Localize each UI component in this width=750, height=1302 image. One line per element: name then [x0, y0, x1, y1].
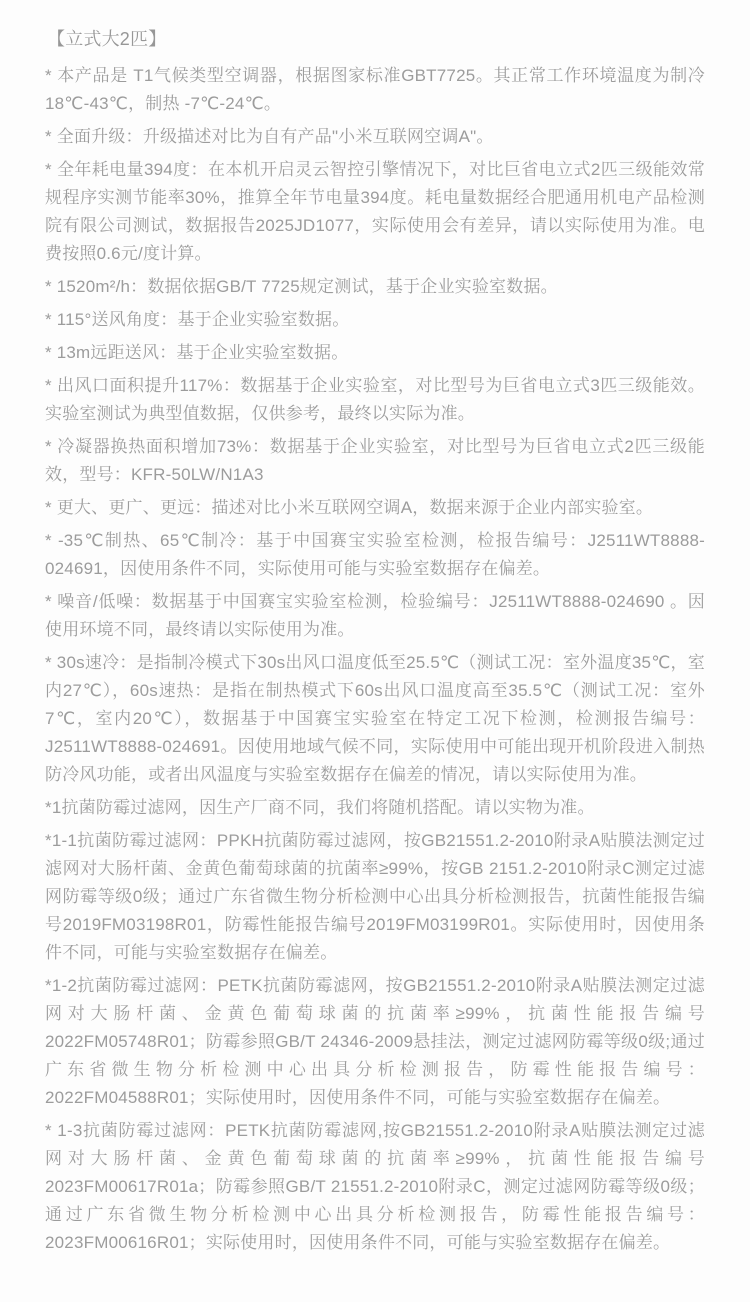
disclaimer-paragraph-filter-note: *1抗菌防霉过滤网，因生产厂商不同，我们将随机搭配。请以实物为准。: [45, 798, 595, 817]
disclaimer-paragraph-temp-range: * -35℃制热、65℃制冷：基于中国赛宝实验室检测，检报告编号：J2511WT8888-024691，因使用条件不同，实际使用可能与实验室数据存在偏差。: [45, 531, 705, 578]
disclaimer-paragraph-airflow-volume: * 1520m²/h：数据依据GB/T 7725规定测试，基于企业实验室数据。: [45, 277, 558, 296]
disclaimer-paragraph-bigger-wider: * 更大、更广、更远：描述对比小米互联网空调A，数据来源于企业内部实验室。: [45, 498, 654, 517]
disclaimer-paragraph-climate-type: * 本产品是 T1气候类型空调器，根据图家标准GBT7725。其正常工作环境温度为制冷18℃-43℃，制热 -7℃-24℃。: [45, 66, 705, 113]
disclaimer-paragraph-noise: * 噪音/低噪：数据基于中国赛宝实验室检测，检验编号：J2511WT8888-024690 。因使用环境不同，最终请以实际使用为准。: [45, 592, 705, 639]
disclaimer-paragraph-upgrade: * 全面升级：升级描述对比为自有产品"小米互联网空调A"。: [45, 127, 494, 146]
disclaimer-paragraph-annual-power: * 全年耗电量394度：在本机开启灵云智控引擎情况下，对比巨省电立式2匹三级能效常规程序实测节能率30%，推算全年节电量394度。耗电量数据经合肥通用机电产品检测院有限公司测试，数据报告2025JD1077，实际使用会有差异，请以实际使用为准。电费按照0.6元/度计算。: [45, 160, 705, 263]
disclaimer-paragraph-filter-1-3: * 1-3抗菌防霉过滤网：PETK抗菌防霉滤网,按GB21551.2-2010附录A贴膜法测定过滤网对大肠杆菌、金黄色葡萄球菌的抗菌率≥99%，抗菌性能报告编号2023FM00617R01a；防霉参照GB/T 21551.2-2010附录C，测定过滤网防霉等级0级；通过广东省微生物分析检测中心出具分析检测报告，防霉性能报告编号：2023FM00616R01；实际使用时，因使用条件不同，可能与实验室数据存在偏差。: [45, 1121, 705, 1252]
disclaimer-paragraph-filter-1-1: *1-1抗菌防霉过滤网：PPKH抗菌防霉过滤网，按GB21551.2-2010附录A贴膜法测定过滤网对大肠杆菌、金黄色葡萄球菌的抗菌率≥99%，按GB 2151.2-2010附录C测定过滤网防霉等级0级；通过广东省微生物分析检测中心出具分析检测报告，抗菌性能报告编号2019FM03198R01，防霉性能报告编号2019FM03199R01。实际使用时，因使用条件不同，可能与实验室数据存在偏差。: [45, 831, 705, 962]
disclaimer-paragraph-quick-cool-heat: * 30s速冷：是指制冷模式下30s出风口温度低至25.5℃（测试工况：室外温度35℃，室内27℃），60s速热：是指在制热模式下60s出风口温度高至35.5℃（测试工况：室外7℃，室内20℃），数据基于中国赛宝实验室在特定工况下检测，检测报告编号：J2511WT8888-024691。因使用地域气候不同，实际使用中可能出现开机阶段进入制热防冷风功能，或者出风温度与实验室数据存在偏差的情况，请以实际使用为准。: [45, 653, 705, 784]
disclaimer-paragraph-airflow-distance: * 13m远距送风：基于企业实验室数据。: [45, 343, 349, 362]
disclaimer-paragraph-condenser-area: * 冷凝器换热面积增加73%：数据基于企业实验室，对比型号为巨省电立式2匹三级能效，型号：KFR-50LW/N1A3: [45, 437, 705, 484]
disclaimer-paragraph-filter-1-2: *1-2抗菌防霉过滤网：PETK抗菌防霉滤网，按GB21551.2-2010附录A贴膜法测定过滤网对大肠杆菌、金黄色葡萄球菌的抗菌率≥99%，抗菌性能报告编号2022FM05748R01；防霉参照GB/T 24346-2009悬挂法，测定过滤网防霉等级0级;通过广东省微生物分析检测中心出具分析检测报告，防霉性能报告编号：2022FM04588R01；实际使用时，因使用条件不同，可能与实验室数据存在偏差。: [45, 976, 705, 1107]
page-title: 【立式大2匹】: [47, 29, 167, 49]
disclaimer-paragraph-airflow-angle: * 115°送风角度：基于企业实验室数据。: [45, 310, 350, 329]
disclaimer-paragraph-outlet-area: * 出风口面积提升117%：数据基于企业实验室，对比型号为巨省电立式3匹三级能效。实验室测试为典型值数据，仅供参考，最终以实际为准。: [45, 376, 705, 423]
